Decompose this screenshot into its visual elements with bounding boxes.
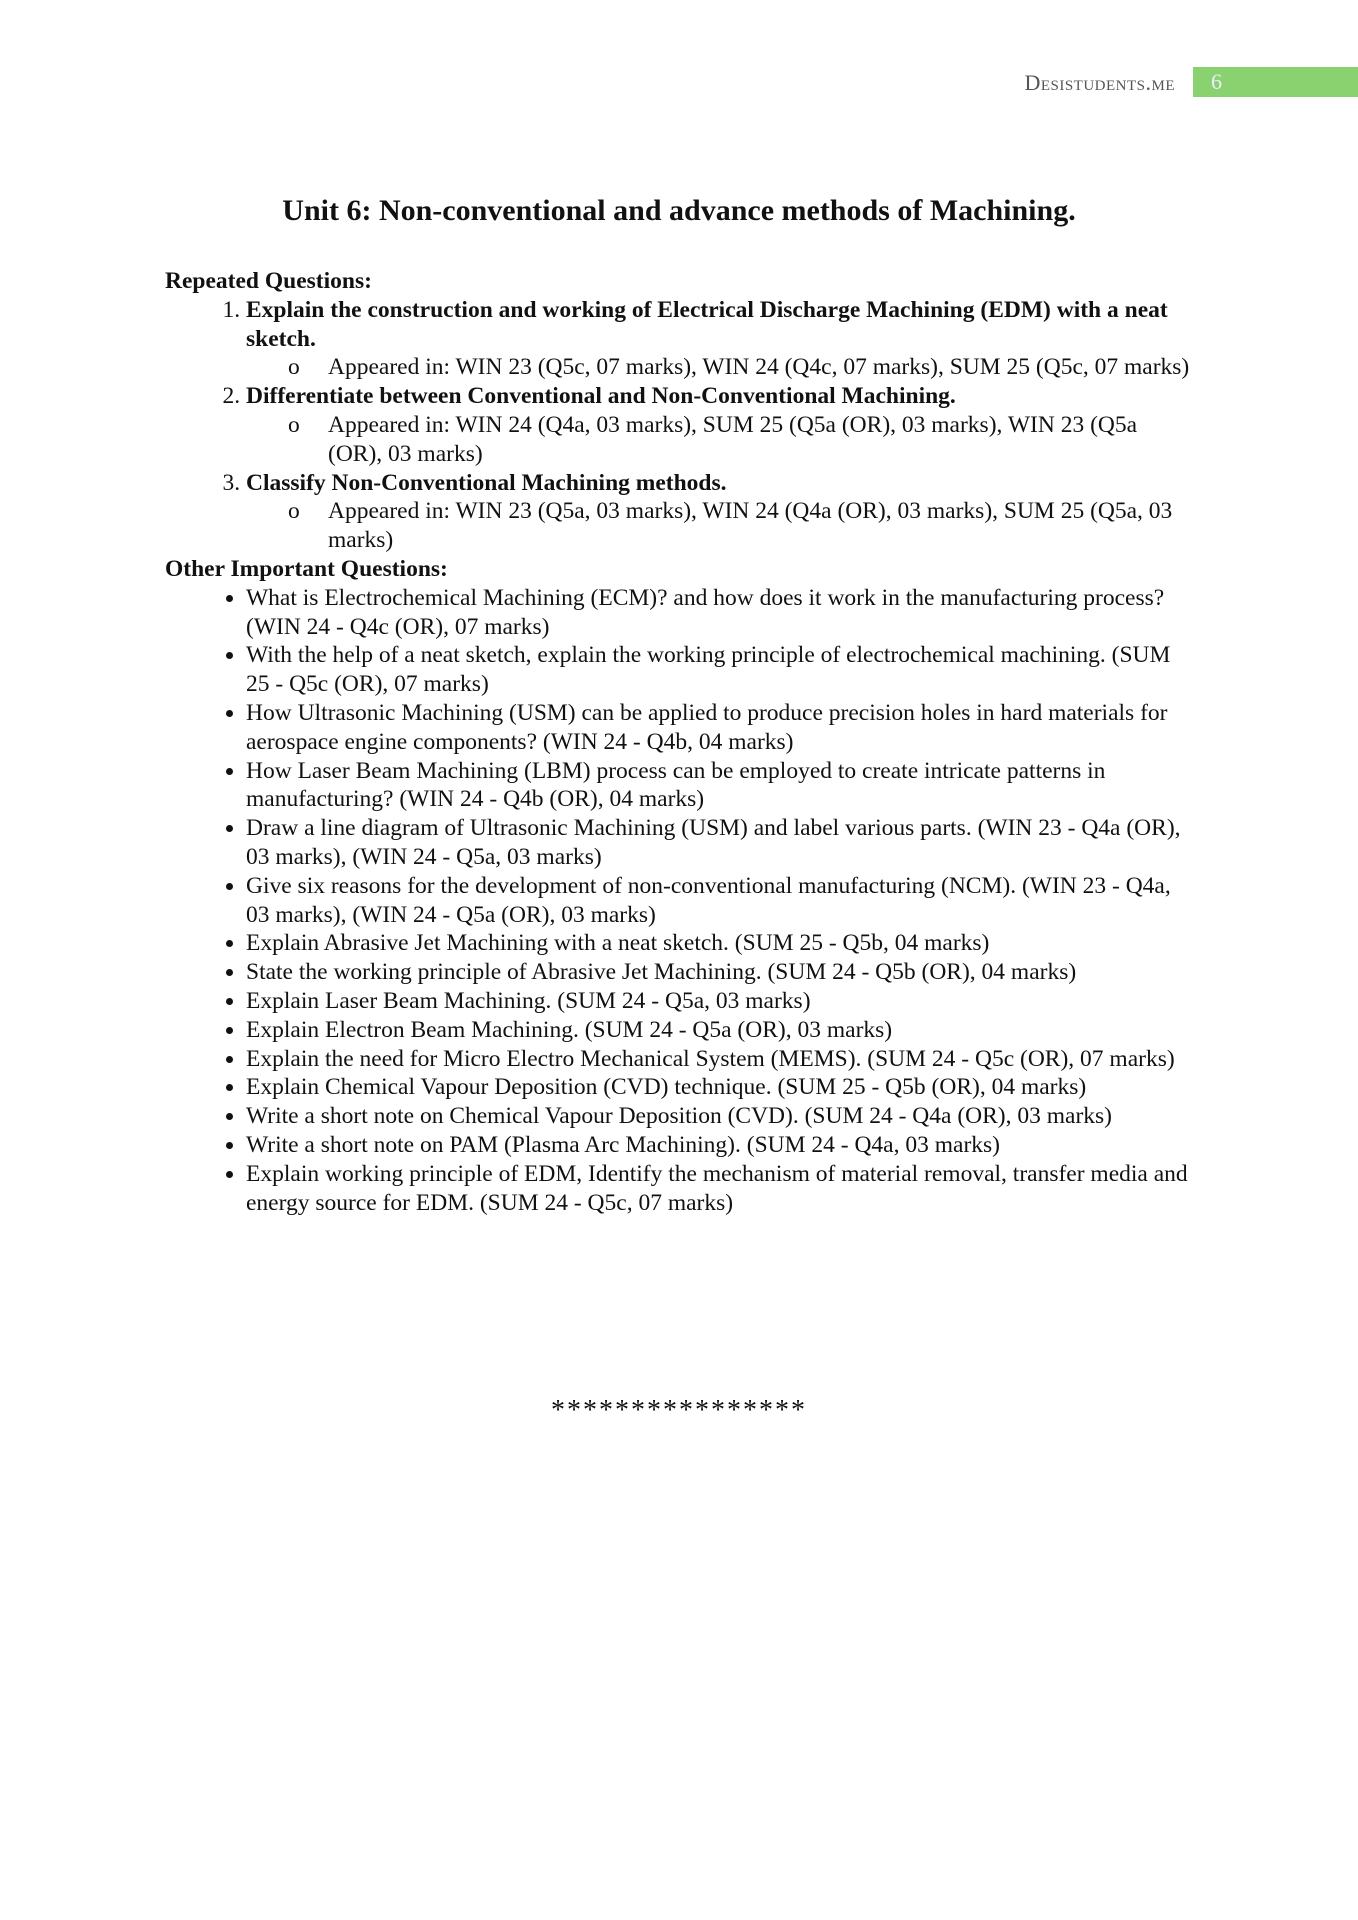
repeated-questions-heading: Repeated Questions: [165, 268, 372, 294]
repeated-questions-list [165, 296, 1195, 555]
other-questions-heading: Other Important Questions: [165, 555, 448, 582]
page-title: Unit 6: Non-conventional and advance methods of Machining. [282, 194, 1076, 227]
other-question: • What is Electrochemical Machining (ECM)? and how does it work in the manufacturing process? (WIN 24 - Q4c (OR), 07 marks) [246, 584, 1195, 642]
repeated-question [246, 296, 1195, 382]
appeared-text: Appeared in: WIN 24 (Q4a, 03 marks), SUM 25 (Q5a (OR), 03 marks), WIN 23 (Q5a (OR), 03 marks) [328, 411, 1138, 467]
other-question: • With the help of a neat sketch, explain the working principle of electrochemical machining. (SUM 25 - Q5c (OR), 07 marks) [246, 641, 1195, 699]
footer-stars: **************** [551, 1395, 807, 1426]
other-question: • How Laser Beam Machining (LBM) process can be employed to create intricate patterns in manufacturing? (WIN 24 - Q4b (OR), 04 marks) [246, 757, 1195, 815]
appeared-in [288, 411, 1195, 469]
other-question: • Give six reasons for the development of non-conventional manufacturing (NCM). (WIN 23 - Q4a, 03 marks), (WIN 24 - Q5a (OR), 03 marks) [246, 872, 1195, 930]
other-question: • Draw a line diagram of Ultrasonic Machining (USM) and label various parts. (WIN 23 - Q4a (OR), 03 marks), (WIN 24 - Q5a, 03 marks) [246, 814, 1195, 872]
document-body [165, 267, 1195, 1217]
other-question: • How Ultrasonic Machining (USM) can be applied to produce precision holes in hard materials for aerospace engine components? (WIN 24 - Q4b, 04 marks) [246, 699, 1195, 757]
other-questions-list [165, 584, 1195, 1218]
other-question: • Explain Laser Beam Machining. (SUM 24 - Q5a, 03 marks) [246, 987, 1195, 1016]
appeared-in [288, 353, 1195, 382]
other-question: • Explain working principle of EDM, Identify the mechanism of material removal, transfer media and energy source for EDM. (SUM 24 - Q5c, 07 marks) [246, 1160, 1195, 1218]
appeared-text: Appeared in: WIN 23 (Q5a, 03 marks), WIN 24 (Q4a (OR), 03 marks), SUM 25 (Q5a, 03 marks) [328, 498, 1173, 554]
other-question: • State the working principle of Abrasive Jet Machining. (SUM 24 - Q5b (OR), 04 marks) [246, 958, 1195, 987]
other-question: • Explain Chemical Vapour Deposition (CVD) technique. (SUM 25 - Q5b (OR), 04 marks) [246, 1073, 1195, 1102]
circle-bullet-icon: o [288, 354, 300, 381]
appeared-in [288, 497, 1195, 555]
other-question: • Write a short note on PAM (Plasma Arc Machining). (SUM 24 - Q4a, 03 marks) [246, 1131, 1195, 1160]
other-question: • Explain Abrasive Jet Machining with a neat sketch. (SUM 25 - Q5b, 04 marks) [246, 929, 1195, 958]
question-text: Differentiate between Conventional and Non-Conventional Machining. [246, 383, 956, 410]
question-text: Explain the construction and working of Electrical Discharge Machining (EDM) with a neat sketch. [246, 296, 1168, 352]
appeared-text: Appeared in: WIN 23 (Q5c, 07 marks), WIN 24 (Q4c, 07 marks), SUM 25 (Q5c, 07 marks) [328, 354, 1190, 381]
repeated-question [246, 382, 1195, 468]
repeated-question [246, 469, 1195, 555]
other-question: • Explain Electron Beam Machining. (SUM 24 - Q5a (OR), 03 marks) [246, 1016, 1195, 1045]
question-text: Classify Non-Conventional Machining methods. [246, 469, 727, 496]
other-question: • Write a short note on Chemical Vapour Deposition (CVD). (SUM 24 - Q4a (OR), 03 marks) [246, 1102, 1195, 1131]
header-site-name: Desistudents.me [1024, 70, 1175, 95]
circle-bullet-icon: o [288, 498, 300, 525]
page-number-badge: 6 [1193, 67, 1358, 97]
circle-bullet-icon: o [288, 411, 300, 438]
other-question: • Explain the need for Micro Electro Mechanical System (MEMS). (SUM 24 - Q5c (OR), 07 marks) [246, 1045, 1195, 1074]
